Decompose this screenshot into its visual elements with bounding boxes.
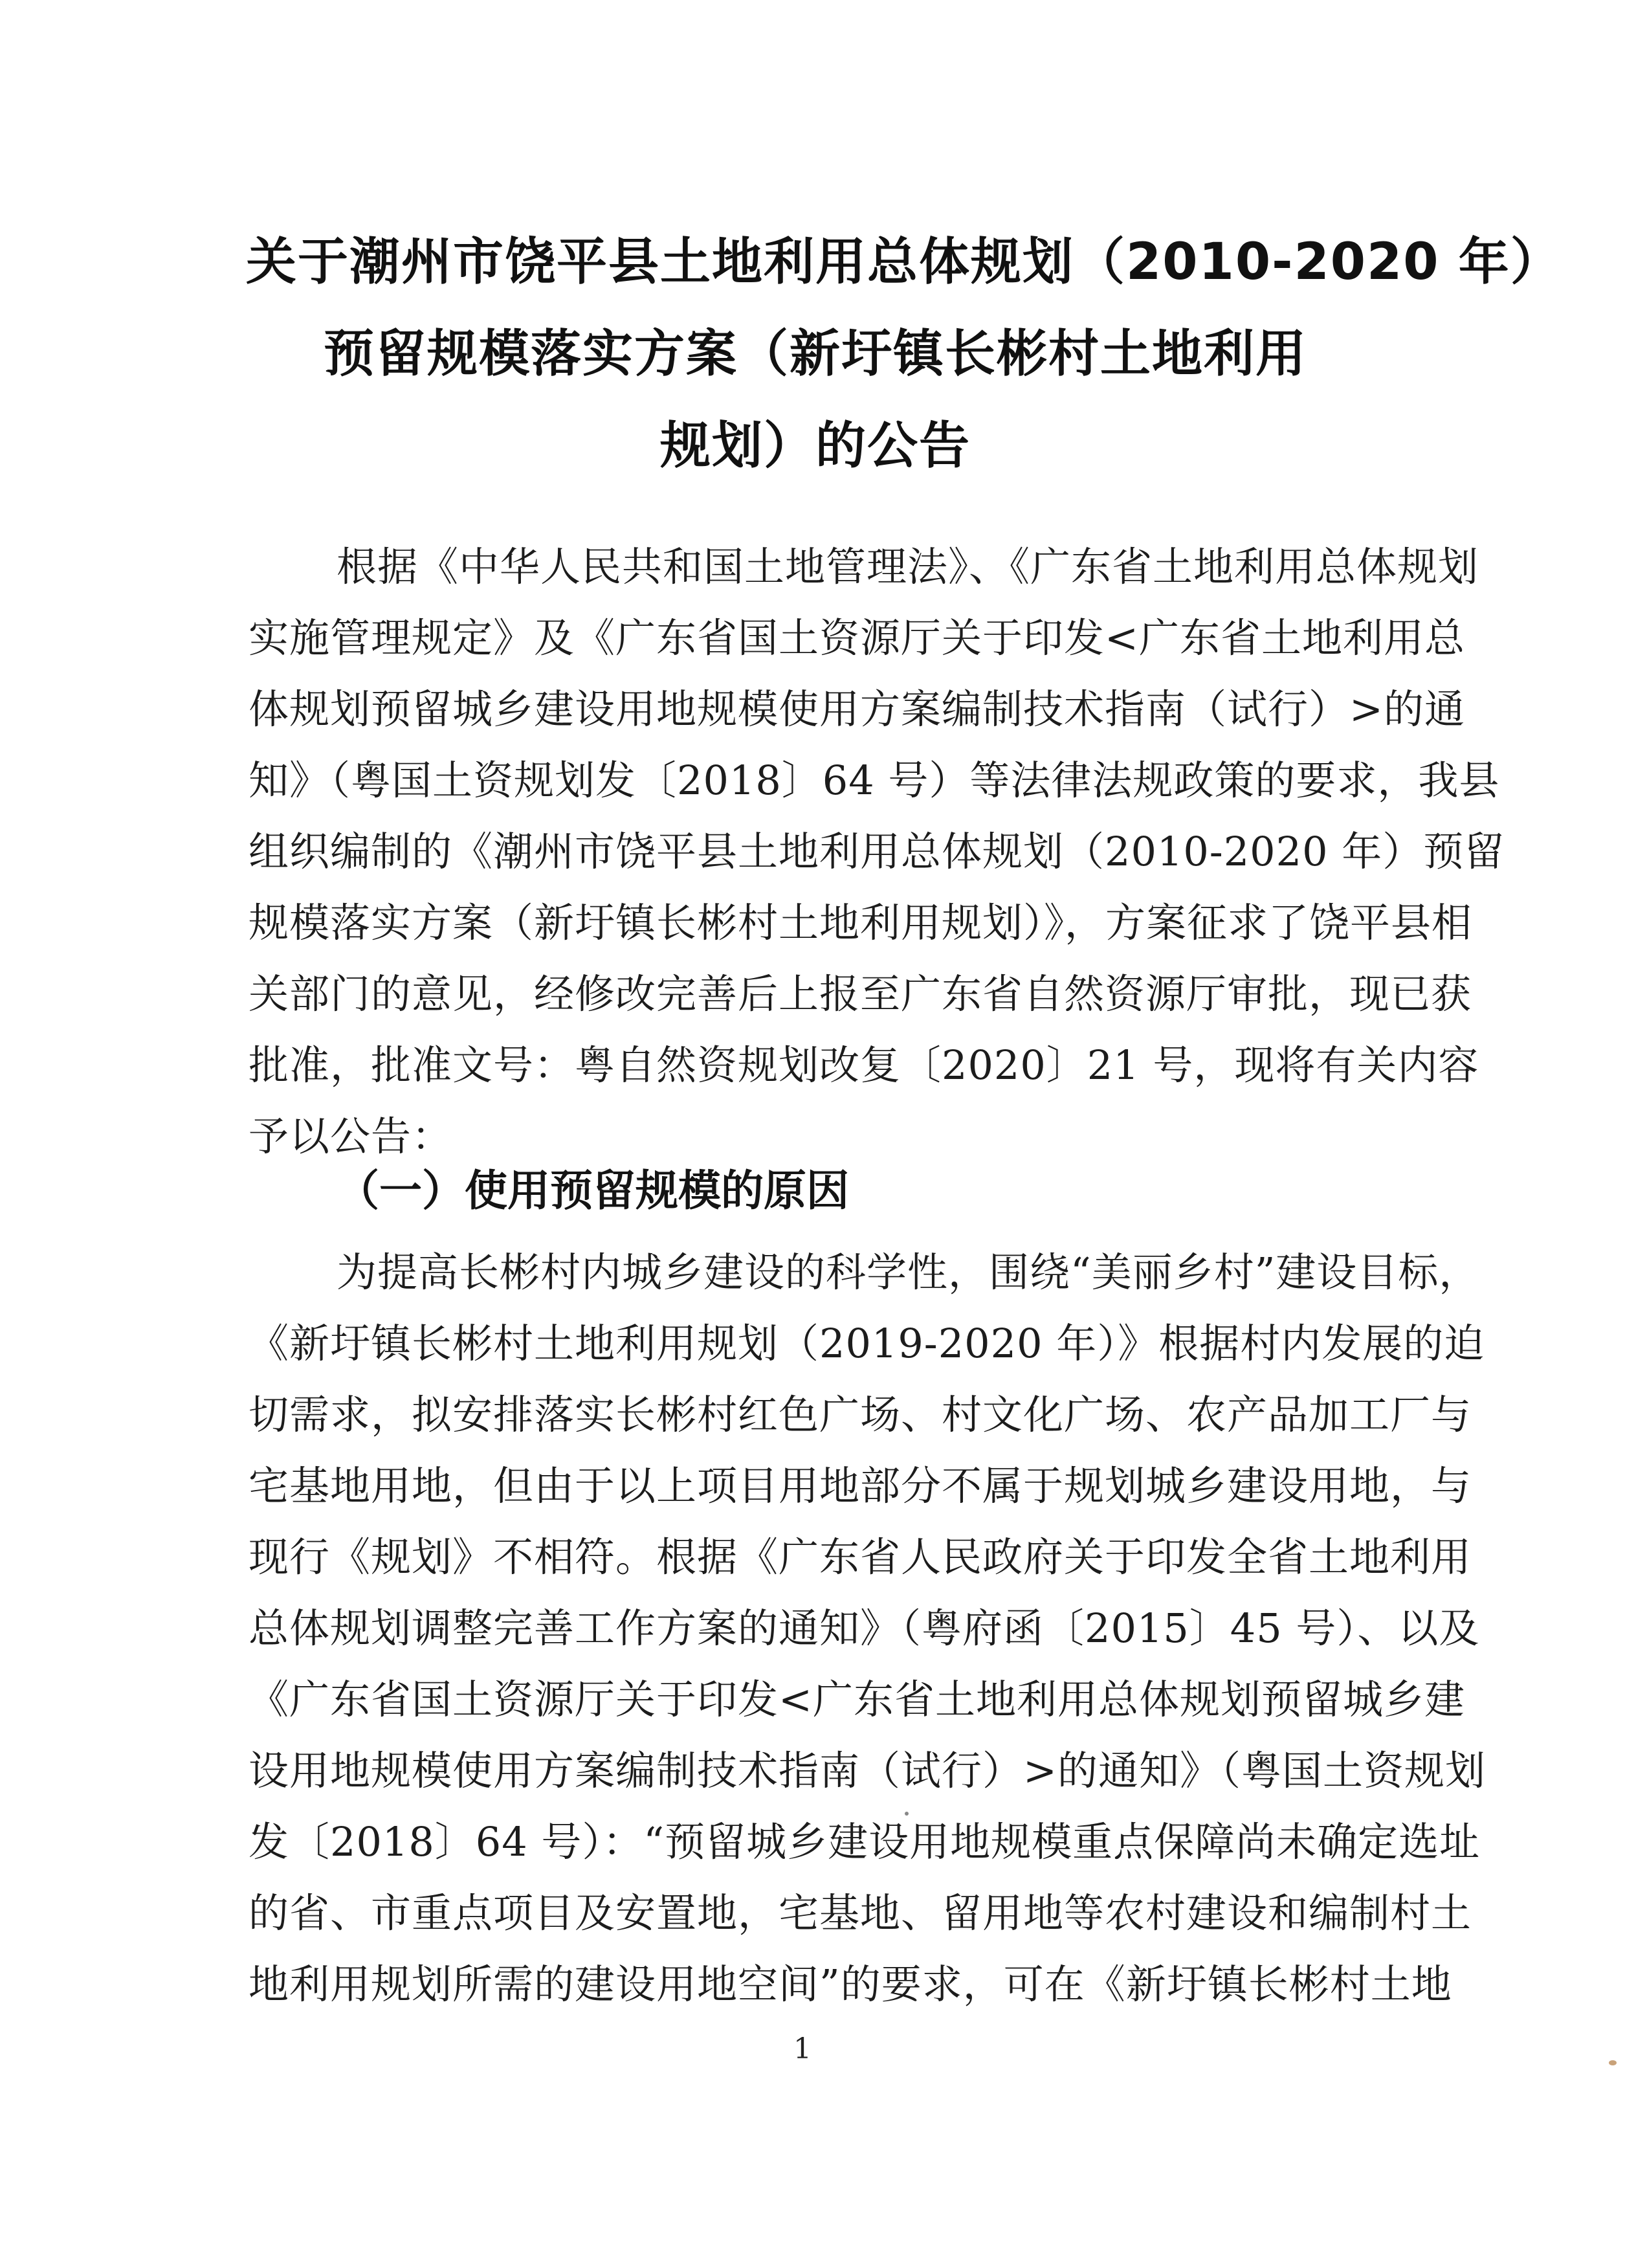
title-line-3: 规划）的公告 <box>659 417 971 475</box>
paragraph2-line: 地利用规划所需的建设用地空间”的要求，可在《新圩镇长彬村土地 <box>249 1961 1452 2008</box>
section-heading: （一）使用预留规模的原因 <box>337 1166 849 1216</box>
paragraph1-line: 规模落实方案（新圩镇长彬村土地利用规划）》，方案征求了饶平县相 <box>249 899 1473 946</box>
title-line-2: 预留规模落实方案（新圩镇长彬村土地利用 <box>323 325 1307 383</box>
paragraph2-line: 设用地规模使用方案编制技术指南（试行）>的通知》（粤国土资规划 <box>249 1747 1486 1794</box>
scan-speck <box>905 1812 909 1816</box>
page-number: 1 <box>793 2032 812 2065</box>
paragraph1-line: 体规划预留城乡建设用地规模使用方案编制技术指南（试行）>的通 <box>249 685 1465 733</box>
paragraph2-line: 《新圩镇长彬村土地利用规划（2019-2020 年）》根据村内发展的迫 <box>249 1320 1485 1367</box>
paragraph2-line: 发〔2018〕64 号）：“预留城乡建设用地规模重点保障尚未确定选址 <box>249 1818 1481 1865</box>
paragraph1-line: 予以公告： <box>249 1113 453 1160</box>
paragraph2-line: 为提高长彬村内城乡建设的科学性，围绕“美丽乡村”建设目标， <box>337 1249 1480 1296</box>
paragraph1-line: 关部门的意见，经修改完善后上报至广东省自然资源厅审批，现已获 <box>249 970 1472 1017</box>
paragraph2-line: 总体规划调整完善工作方案的通知》（粤府函〔2015〕45 号）、以及 <box>249 1605 1480 1652</box>
paragraph1-line: 实施管理规定》及《广东省国土资源厅关于印发<广东省土地利用总 <box>249 614 1465 662</box>
title-line-1: 关于潮州市饶平县土地利用总体规划（2010-2020 年） <box>246 233 1562 291</box>
paragraph2-line: 现行《规划》不相符。根据《广东省人民政府关于印发全省土地利用 <box>249 1533 1472 1581</box>
paragraph1-line: 根据《中华人民共和国土地管理法》、《广东省土地利用总体规划 <box>337 543 1479 590</box>
paragraph1-line: 知》（粤国土资规划发〔2018〕64 号）等法律法规政策的要求，我县 <box>249 757 1500 804</box>
paragraph2-line: 宅基地用地，但由于以上项目用地部分不属于规划城乡建设用地，与 <box>249 1462 1472 1509</box>
paragraph2-line: 切需求，拟安排落实长彬村红色广场、村文化广场、农产品加工厂与 <box>249 1391 1472 1438</box>
scan-speck <box>1609 2060 1617 2065</box>
paragraph1-line: 组织编制的《潮州市饶平县土地利用总体规划（2010-2020 年）预留 <box>249 828 1505 875</box>
paragraph2-line: 《广东省国土资源厅关于印发<广东省土地利用总体规划预留城乡建 <box>249 1676 1465 1723</box>
paragraph2-line: 的省、市重点项目及安置地，宅基地、留用地等农村建设和编制村土 <box>249 1889 1472 1937</box>
paragraph1-line: 批准，批准文号：粤自然资规划改复〔2020〕21 号，现将有关内容 <box>249 1041 1479 1089</box>
